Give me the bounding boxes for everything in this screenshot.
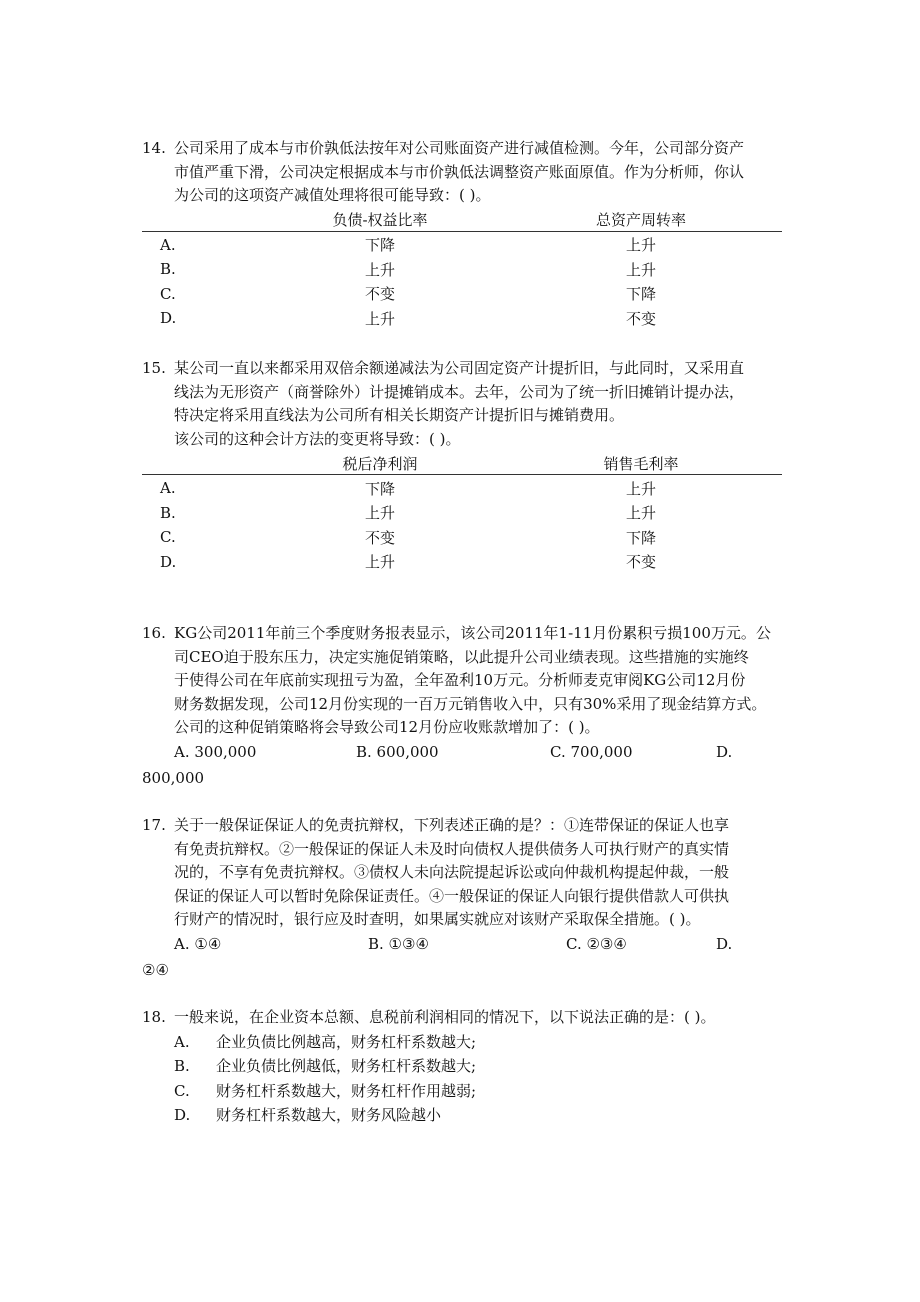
column-header: 销售毛利率: [500, 452, 782, 475]
question-text-line: 一般来说，在企业资本总额、息税前利润相同的情况下，以下说法正确的是：( )。: [174, 1008, 716, 1026]
option-row[interactable]: A. 下降 上升: [160, 235, 656, 255]
options-table: [142, 452, 782, 574]
option-d[interactable]: D.: [716, 934, 733, 953]
option-a[interactable]: A. ①④: [174, 934, 222, 953]
option-row[interactable]: D. 上升 不变: [160, 309, 656, 328]
option-row[interactable]: B. 上升 上升: [160, 503, 656, 523]
option-b[interactable]: B. ①③④: [368, 934, 429, 953]
answer-options: [142, 1030, 782, 1128]
column-header: 税后净利润: [260, 452, 500, 475]
options-table: [142, 209, 782, 331]
option-b[interactable]: B. 600,000: [356, 742, 439, 761]
option-d[interactable]: D. 财务杠杆系数越大，财务风险越小: [174, 1106, 442, 1124]
question-text-line: 行财产的情况时，银行应及时查明，如果属实就应对该财产采取保全措施。( )。: [174, 910, 701, 928]
question-text-line: 线法为无形资产（商誉除外）计提摊销成本。去年，公司为了统一折旧摊销计提办法，: [174, 382, 745, 401]
option-a[interactable]: A. 企业负债比例越高，财务杠杆系数越大;: [174, 1032, 477, 1051]
question-text-line: 公司的这种促销策略将会导致公司12月份应收账款增加了：( )。: [174, 718, 600, 736]
question-text-line: 公司采用了成本与市价孰低法按年对公司账面资产进行减值检测。今年，公司部分资产: [174, 139, 745, 157]
question-number: 17.: [142, 816, 166, 834]
question-17: [142, 814, 782, 956]
question-16: [142, 622, 782, 764]
question-text-line: 为公司的这项资产减值处理将很可能导致：( )。: [174, 186, 491, 204]
question-15: [142, 357, 782, 574]
option-row[interactable]: D. 上升 不变: [160, 552, 656, 572]
question-text-line: 某公司一直以来都采用双倍余额递减法为公司固定资产计提折旧，与此同时，又采用直: [174, 359, 745, 377]
option-a[interactable]: A. 300,000: [174, 742, 257, 761]
question-text-line: 特决定将采用直线法为公司所有相关长期资产计提折旧与摊销费用。: [174, 406, 625, 424]
question-text-line: 司CEO迫于股东压力，决定实施促销策略，以此提升公司业绩表现。这些措施的实施终: [174, 647, 749, 666]
option-c[interactable]: C. ②③④: [566, 934, 627, 953]
column-header: 负债-权益比率: [260, 209, 500, 232]
option-row[interactable]: C. 不变 下降: [160, 284, 656, 304]
question-text-line: KG公司2011年前三个季度财务报表显示，该公司2011年1-11月份累积亏损100万元。公: [174, 624, 771, 642]
option-row[interactable]: C. 不变 下降: [160, 528, 656, 547]
question-number: 14.: [142, 139, 166, 157]
option-d[interactable]: D.: [716, 742, 733, 761]
question-text-line: 况的，不享有免责抗辩权。③债权人未向法院提起诉讼或向仲裁机构提起仲裁，一般: [174, 863, 730, 881]
option-row[interactable]: B. 上升 上升: [160, 260, 656, 279]
question-text-line: 有免责抗辩权。②一般保证的保证人未及时向债权人提供债务人可执行财产的真实情: [174, 839, 730, 858]
answer-options: [142, 740, 782, 764]
question-number: 15.: [142, 359, 166, 377]
question-text-line: 财务数据发现，公司12月份实现的一百万元销售收入中，只有30%采用了现金结算方式。: [174, 694, 767, 713]
question-14: [142, 137, 782, 331]
option-row[interactable]: A. 下降 上升: [160, 479, 656, 498]
option-d-value: 800,000: [142, 769, 205, 787]
question-18: [142, 1006, 782, 1128]
question-number: 16.: [142, 624, 166, 642]
option-c[interactable]: C. 财务杠杆系数越大，财务杠杆作用越弱;: [174, 1081, 477, 1100]
option-b[interactable]: B. 企业负债比例越低，财务杠杆系数越大;: [174, 1057, 477, 1075]
question-text-line: 该公司的这种会计方法的变更将导致：( )。: [174, 429, 461, 448]
question-text-line: 于使得公司在年底前实现扭亏为盈，全年盈利10万元。分析师麦克审阅KG公司12月份: [174, 671, 746, 689]
option-d-value: ②④: [142, 961, 169, 979]
question-text-line: 关于一般保证保证人的免责抗辩权，下列表述正确的是？：①连带保证的保证人也享: [174, 816, 730, 834]
option-c[interactable]: C. 700,000: [550, 742, 633, 761]
question-text-line: 保证的保证人可以暂时免除保证责任。④一般保证的保证人向银行提供借款人可供执: [174, 886, 730, 905]
question-number: 18.: [142, 1008, 166, 1026]
question-text-line: 市值严重下滑，公司决定根据成本与市价孰低法调整资产账面原值。作为分析师，你认: [174, 162, 745, 181]
answer-options: [142, 932, 782, 956]
column-header: 总资产周转率: [500, 209, 782, 232]
